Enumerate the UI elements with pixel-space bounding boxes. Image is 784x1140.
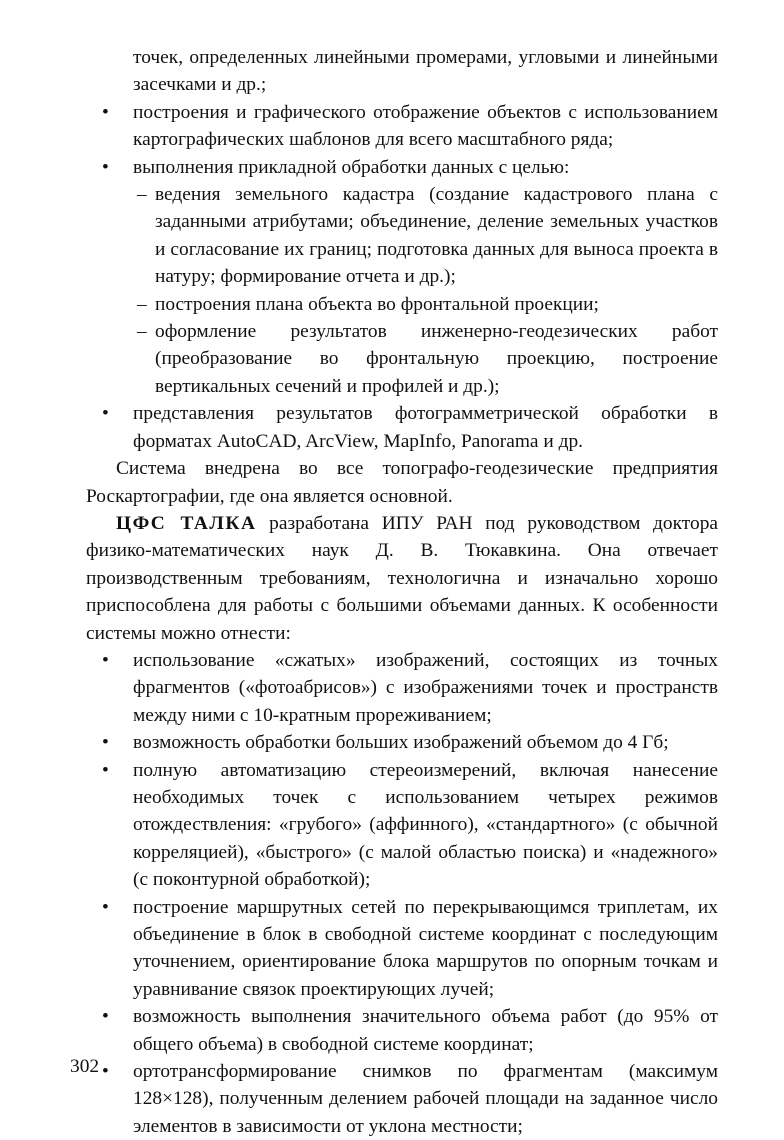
system-name: ЦФС ТАЛКА [116,512,257,534]
document-body [86,44,718,1140]
list-item: • построения и графического отображение объектов с использованием картографических шаблонов для всего масштабного ряда; [86,99,718,154]
features-list [86,647,718,1140]
sub-list-item: – построения плана объекта во фронтальной проекции; [133,291,718,318]
list-item: • возможность обработки больших изображений объемом до 4 Гб; [86,729,718,756]
list-item-text: выполнения прикладной обработки данных с целью: [133,156,570,178]
paragraph-talka [86,510,718,647]
sub-list-item: – ведения земельного кадастра (создание кадастрового плана с заданными атрибутами; объединение, деление земельных участков и согласование их границ; подготовка данных для выноса проекта в натуру; формирование отчета и др.); [133,181,718,291]
capabilities-list [86,99,718,455]
list-item: • полную автоматизацию стереоизмерений, включая нанесение необходимых точек с использованием четырех режимов отождествления: «грубого» (аффинного), «стандартного» (с обычной корреляцией), «быстрого» (с малой областью поиска) и «надежного» (с поконтурной обработкой); [86,757,718,894]
sub-list [133,181,718,400]
page-number: 302 [70,1056,100,1077]
paragraph-text: разработана ИПУ РАН под руководством доктора физико-математических наук Д. В. Тюкавкина. Она отвечает производственным требованиям, технологична и изначально хорошо приспособлена для работы с большими объемами данных. К особенности системы можно отнести: [86,512,719,644]
list-item: • использование «сжатых» изображений, состоящих из точных фрагментов («фотоабрисов») с изображениями точек и пространств между ними с 10-кратным прореживанием; [86,647,718,729]
paragraph: Система внедрена во все топографо-геодезические предприятия Роскартографии, где она является основной. [86,458,718,507]
continuation-text: точек, определенных линейными промерами, угловыми и линейными засечками и др.; [133,47,718,96]
sub-list-item: – оформление результатов инженерно-геодезических работ (преобразование во фронтальную проекцию, построение вертикальных сечений и профилей и др.); [133,318,718,400]
list-item: • представления результатов фотограмметрической обработки в форматах AutoCAD, ArcView, MapInfo, Panorama и др. [86,400,718,455]
list-item: • построение маршрутных сетей по перекрывающимся триплетам, их объединение в блок в свободной системе координат с последующим уточнением, ориентирование блока маршрутов по опорным точкам и уравнивание связок проектирующих лучей; [86,894,718,1004]
list-item: • возможность выполнения значительного объема работ (до 95% от общего объема) в свободной системе координат; [86,1003,718,1058]
list-item: • ортотрансформирование снимков по фрагментам (максимум 128×128), полученным делением рабочей площади на заданное число элементов в зависимости от уклона местности; [86,1058,718,1140]
list-item [86,154,718,401]
